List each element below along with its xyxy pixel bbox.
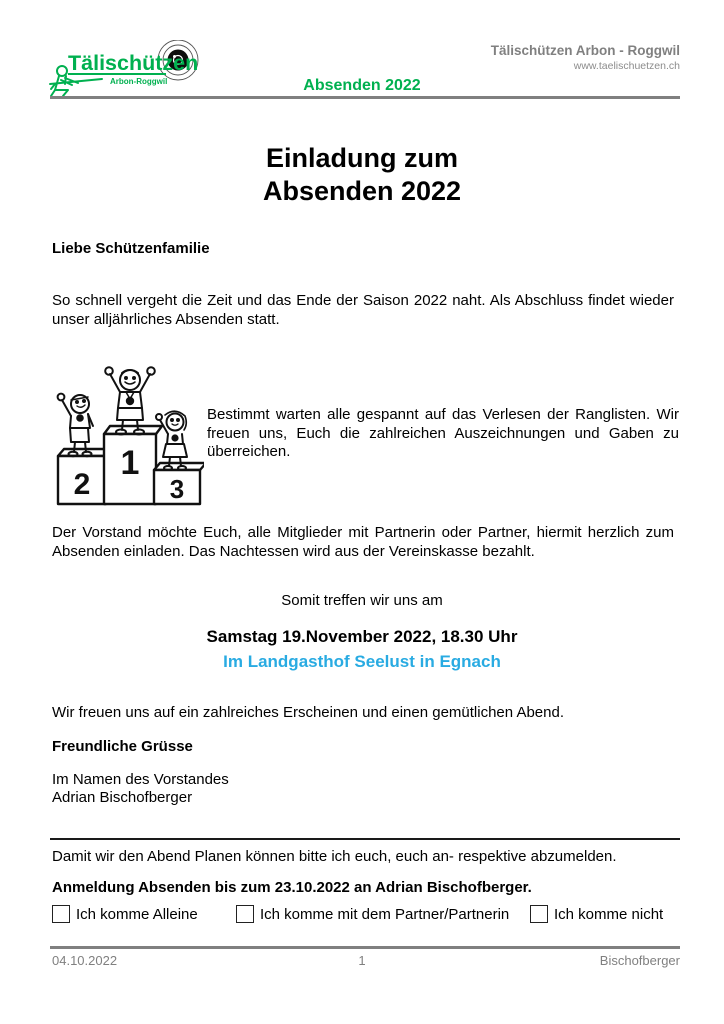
logo-name: Tälischützen xyxy=(68,51,199,75)
header-contact-block xyxy=(491,42,680,73)
signature-block xyxy=(52,771,229,806)
header-doc-title: Absenden 2022 xyxy=(303,77,421,94)
podium-number-1: 1 xyxy=(120,444,140,482)
footer-page-number: 1 xyxy=(358,953,366,968)
paragraph-einladung: Der Vorstand möchte Euch, alle Mitglieder mit Partnerin oder Partner, hiermit herzlich zum Absenden einladen. Das Nachtessen wird aus der Vereinskasse bezahlt. xyxy=(52,524,674,560)
page-title xyxy=(0,142,724,208)
event-datetime: Samstag 19.November 2022, 18.30 Uhr xyxy=(206,627,518,646)
page-title-line2: Absenden 2022 xyxy=(262,176,462,206)
footer-date: 04.10.2022 xyxy=(52,953,118,968)
paragraph-abschluss: Wir freuen uns auf ein zahlreiches Erscheinen und einen gemütlichen Abend. xyxy=(52,704,564,721)
signature-name: Adrian Bischofberger xyxy=(52,788,193,806)
rsvp-divider xyxy=(50,838,680,840)
rsvp-option-not-coming[interactable] xyxy=(530,905,663,923)
header-org-name: Tälischützen Arbon - Roggwil xyxy=(490,43,680,58)
closing-greeting: Freundliche Grüsse xyxy=(52,738,193,755)
footer-author: Bischofberger xyxy=(599,953,680,968)
header-divider xyxy=(50,96,680,99)
page-title-line1: Einladung zum xyxy=(266,143,458,173)
paragraph-intro: So schnell vergeht die Zeit und das Ende der Saison 2022 naht. Als Abschluss findet wieder unser alljährliches Absenden statt. xyxy=(52,292,674,328)
rsvp-deadline: Anmeldung Absenden bis zum 23.10.2022 an Adrian Bischofberger. xyxy=(52,879,532,896)
signature-role: Im Namen des Vorstandes xyxy=(52,771,229,788)
checkbox-with-partner[interactable] xyxy=(236,905,254,923)
podium-number-2: 2 xyxy=(73,468,91,501)
second-place-figure xyxy=(58,394,93,457)
logo-subtitle: Arbon-Roggwil xyxy=(110,77,168,86)
header-website-link[interactable]: www.taelischuetzen.ch xyxy=(573,60,680,72)
rsvp-note: Damit wir den Abend Planen können bitte ich euch, euch an- respektive abzumelden. xyxy=(52,848,617,865)
winner-figure xyxy=(105,367,155,434)
salutation: Liebe Schützenfamilie xyxy=(52,240,210,257)
footer-divider xyxy=(50,946,680,949)
checkbox-alone[interactable] xyxy=(52,905,70,923)
rsvp-option-label: Ich komme Alleine xyxy=(76,905,198,923)
rsvp-option-with-partner[interactable] xyxy=(236,905,509,923)
meet-intro: Somit treffen wir uns am xyxy=(281,592,443,609)
rsvp-option-label: Ich komme nicht xyxy=(554,905,664,923)
rsvp-option-label: Ich komme mit dem Partner/Partnerin xyxy=(260,905,510,923)
podium-number-3: 3 xyxy=(169,474,185,504)
checkbox-not-coming[interactable] xyxy=(530,905,548,923)
podium-winners-image xyxy=(54,356,204,506)
rsvp-option-alone[interactable] xyxy=(52,905,198,923)
event-location: Im Landgasthof Seelust in Egnach xyxy=(223,652,501,671)
third-place-figure xyxy=(156,411,187,470)
paragraph-ranglisten: Bestimmt warten alle gespannt auf das Verlesen der Ranglisten. Wir freuen uns, Euch die zahlreichen Auszeichnungen und Gaben zu überreichen. xyxy=(207,406,679,460)
